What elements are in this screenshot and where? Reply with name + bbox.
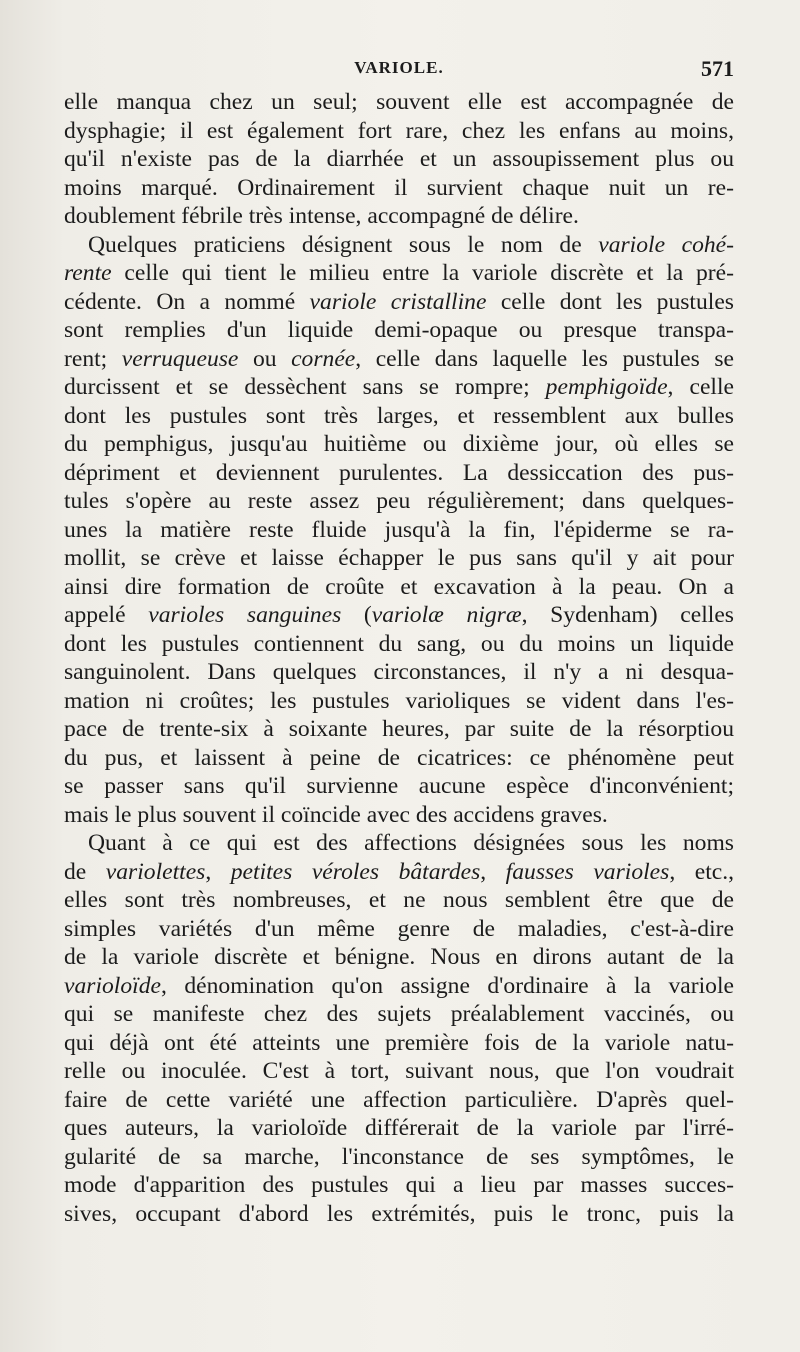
text-line: rente celle qui tient le milieu entre la variole discrète et la pré-: [64, 260, 734, 286]
text-line: mation ni croûtes; les pustules varioliques se vident dans l'es-: [64, 687, 734, 714]
text-line: relle ou inoculée. C'est à tort, suivant nous, que l'on voudrait: [64, 1058, 734, 1084]
text-line: mollit, se crève et laisse échapper le pus sans qu'il y ait pour: [64, 545, 734, 571]
text-line: se passer sans qu'il survienne aucune espèce d'inconvénient;: [64, 773, 734, 799]
text-line: du pus, et laissent à peine de cicatrices: ce phénomène peut: [64, 744, 734, 771]
page-header: [64, 58, 734, 88]
running-title: VARIOLE.: [354, 58, 444, 77]
text-line: dysphagie; il est également fort rare, chez les enfans au moins,: [64, 117, 734, 144]
text-line: Quant à ce qui est des affections désignées sous les noms: [88, 830, 734, 856]
text-line: dont les pustules sont très larges, et ressemblent aux bulles: [64, 402, 734, 429]
text-line: dont les pustules contiennent du sang, ou du moins un liquide: [64, 630, 734, 657]
text-line: de la variole discrète et bénigne. Nous en dirons autant de la: [64, 944, 734, 970]
text-line: ques auteurs, la varioloïde différerait de la variole par l'irré-: [64, 1115, 734, 1141]
text-line: rent; verruqueuse ou cornée, celle dans laquelle les pustules se: [64, 345, 735, 372]
text-line: faire de cette variété une affection particulière. D'après quel-: [64, 1086, 734, 1113]
text-line: simples variétés d'un même genre de maladies, c'est-à-dire: [64, 915, 734, 942]
text-line: doublement fébrile très intense, accompagné de délire.: [64, 203, 579, 229]
text-line: elle manqua chez un seul; souvent elle est accompagnée de: [64, 89, 734, 115]
text-line: mais le plus souvent il coïncide avec des accidens graves.: [64, 801, 608, 828]
text-line: tules s'opère au reste assez peu régulièrement; dans quelques-: [64, 488, 734, 514]
text-line: sont remplies d'un liquide demi-opaque ou presque transpa-: [64, 317, 734, 343]
text-line: mode d'apparition des pustules qui a lieu par masses succes-: [64, 1172, 734, 1198]
text-line: durcissent et se dessèchent sans se rompre; pemphigoïde, celle: [64, 374, 734, 400]
text-line: unes la matière reste fluide jusqu'à la fin, l'épiderme se ra-: [64, 516, 734, 543]
text-line: ainsi dire formation de croûte et excavation à la peau. On a: [64, 573, 734, 600]
text-line: sives, occupant d'abord les extrémités, puis le tronc, puis la: [64, 1200, 734, 1227]
page-number: 571: [701, 56, 734, 81]
text-line: moins marqué. Ordinairement il survient chaque nuit un re-: [64, 174, 734, 201]
text-line: appelé varioles sanguines (variolæ nigræ, Sydenham) celles: [64, 602, 734, 628]
text-line: qu'il n'existe pas de la diarrhée et un assoupissement plus ou: [64, 146, 734, 172]
text-line: pace de trente-six à soixante heures, par suite de la résorptiou: [64, 716, 734, 742]
text-line: qui se manifeste chez des sujets préalablement vaccinés, ou: [64, 1001, 734, 1027]
text-line: cédente. On a nommé variole cristalline celle dont les pustules: [64, 288, 734, 315]
text-line: qui déjà ont été atteints une première fois de la variole natu-: [64, 1029, 734, 1056]
body-text: [64, 88, 734, 1228]
text-line: elles sont très nombreuses, et ne nous semblent être que de: [64, 887, 734, 913]
text-line: du pemphigus, jusqu'au huitième ou dixième jour, où elles se: [64, 431, 734, 457]
text-line: dépriment et deviennent purulentes. La dessiccation des pus-: [64, 459, 734, 486]
text-line: Quelques praticiens désignent sous le nom de variole cohé-: [88, 231, 734, 258]
text-line: varioloïde, dénomination qu'on assigne d'ordinaire à la variole: [64, 972, 734, 999]
text-line: gularité de sa marche, l'inconstance de ses symptômes, le: [64, 1143, 734, 1170]
text-line: sanguinolent. Dans quelques circonstances, il n'y a ni desqua-: [64, 659, 734, 685]
text-line: de variolettes, petites véroles bâtardes, fausses varioles, etc.,: [64, 858, 735, 885]
